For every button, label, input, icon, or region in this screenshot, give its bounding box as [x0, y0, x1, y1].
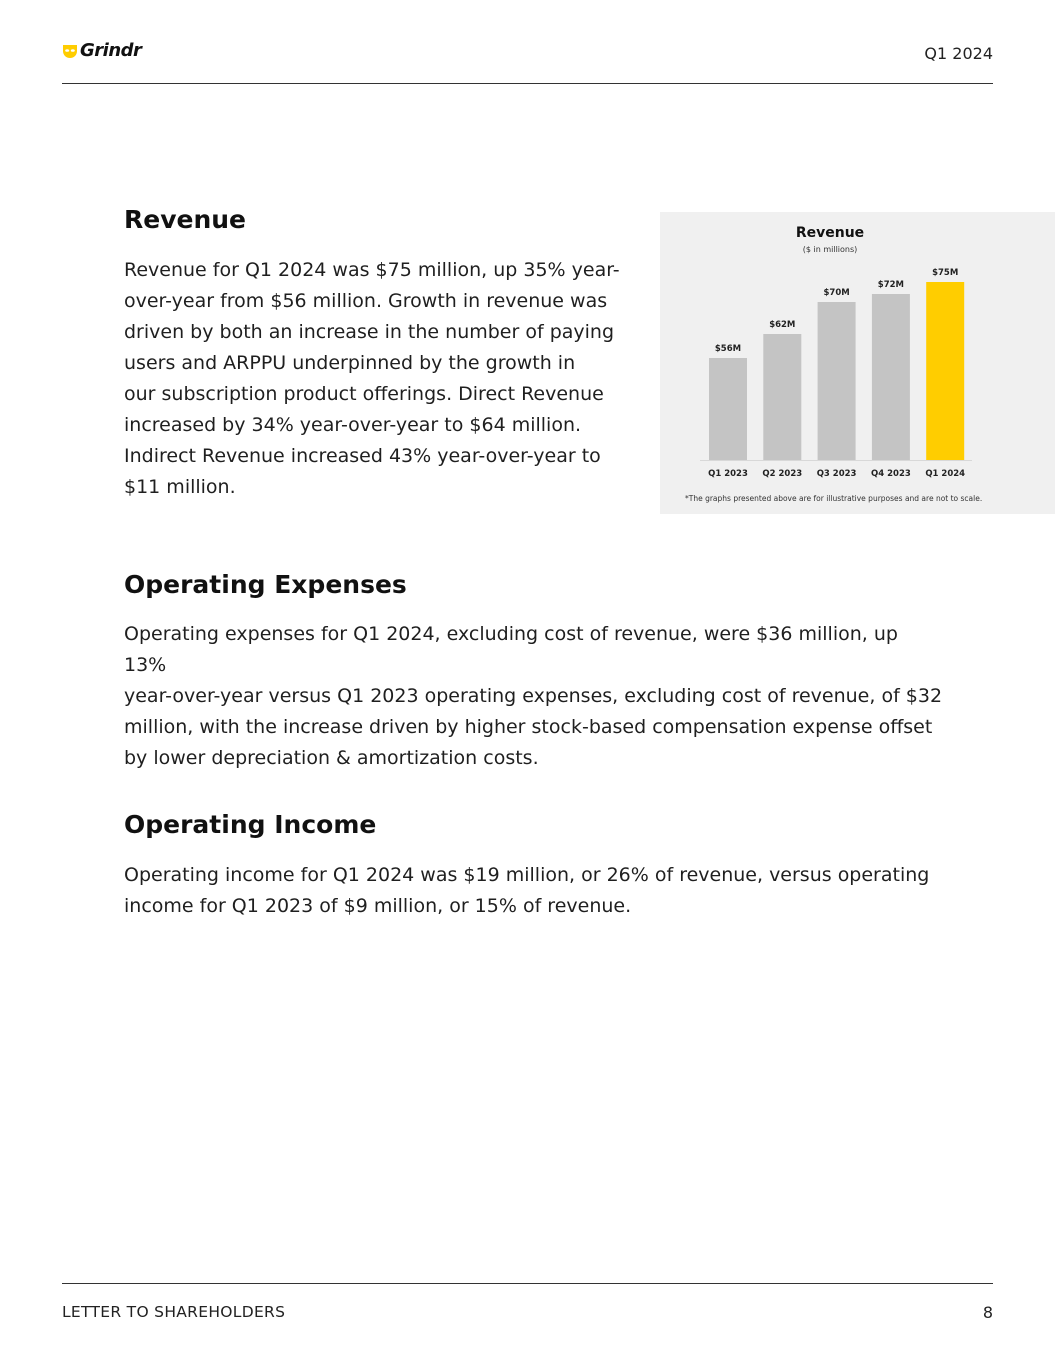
mask-icon — [62, 43, 78, 59]
data-label: $70M — [823, 288, 850, 298]
x-tick-label: Q4 2023 — [871, 469, 911, 479]
page-header — [62, 0, 993, 84]
paragraph-line: Revenue for Q1 2024 was $75 million, up 35% year- — [124, 259, 620, 281]
opex-paragraph — [124, 619, 944, 774]
data-label: $62M — [769, 320, 796, 330]
paragraph-line: income for Q1 2023 of $9 million, or 15% of revenue. — [124, 895, 632, 917]
page-number: 8 — [982, 1303, 993, 1322]
bar-q2-2023 — [763, 334, 801, 460]
bar-q3-2023 — [818, 302, 856, 460]
chart-subtitle: ($ in millions) — [802, 245, 858, 254]
x-tick-label: Q2 2023 — [762, 469, 803, 479]
grindr-logo — [62, 40, 141, 61]
revenue-chart — [660, 212, 1055, 514]
x-tick-label: Q3 2023 — [816, 469, 857, 479]
quarter-label: Q1 2024 — [924, 44, 993, 63]
opincome-paragraph — [124, 860, 944, 922]
opincome-heading: Operating Income — [124, 810, 377, 839]
bar-q4-2023 — [872, 294, 910, 460]
brand-name: Grindr — [80, 40, 142, 61]
x-tick-label: Q1 2024 — [925, 469, 966, 479]
paragraph-line: Operating expenses for Q1 2024, excluding cost of revenue, were $36 million, up 13% — [124, 623, 898, 676]
paragraph-line: year-over-year versus Q1 2023 operating expenses, excluding cost of revenue, of $32 — [124, 685, 943, 707]
bar-q1-2023 — [709, 358, 747, 460]
chart-title: Revenue — [795, 225, 865, 241]
data-label: $56M — [714, 344, 742, 354]
revenue-paragraph — [124, 255, 644, 503]
paragraph-line: driven by both an increase in the number of paying — [124, 321, 615, 343]
paragraph-line: Operating income for Q1 2024 was $19 million, or 26% of revenue, versus operating — [124, 864, 930, 886]
paragraph-line: million, with the increase driven by higher stock-based compensation expense offset — [124, 716, 933, 738]
chart-note: *The graphs presented above are for illustrative purposes and are not to scale. — [685, 494, 983, 503]
revenue-heading: Revenue — [124, 205, 247, 234]
opex-heading: Operating Expenses — [124, 570, 407, 599]
footer-label: LETTER TO SHAREHOLDERS — [62, 1303, 286, 1321]
paragraph-line: our subscription product offerings. Direct Revenue — [124, 383, 604, 405]
data-label: $72M — [877, 280, 905, 290]
x-tick-label: Q1 2023 — [708, 469, 748, 479]
paragraph-line: $11 million. — [124, 476, 236, 498]
paragraph-line: increased by 34% year-over-year to $64 million. — [124, 414, 582, 436]
paragraph-line: users and ARPPU underpinned by the growth in — [124, 352, 576, 374]
paragraph-line: Indirect Revenue increased 43% year-over-year to — [124, 445, 601, 467]
data-label: $75M — [932, 268, 959, 278]
paragraph-line: over-year from $56 million. Growth in revenue was — [124, 290, 608, 312]
revenue-bar-chart — [660, 212, 1055, 514]
page-footer — [62, 1283, 993, 1322]
bar-q1-2024 — [926, 282, 964, 460]
paragraph-line: by lower depreciation & amortization costs. — [124, 747, 539, 769]
